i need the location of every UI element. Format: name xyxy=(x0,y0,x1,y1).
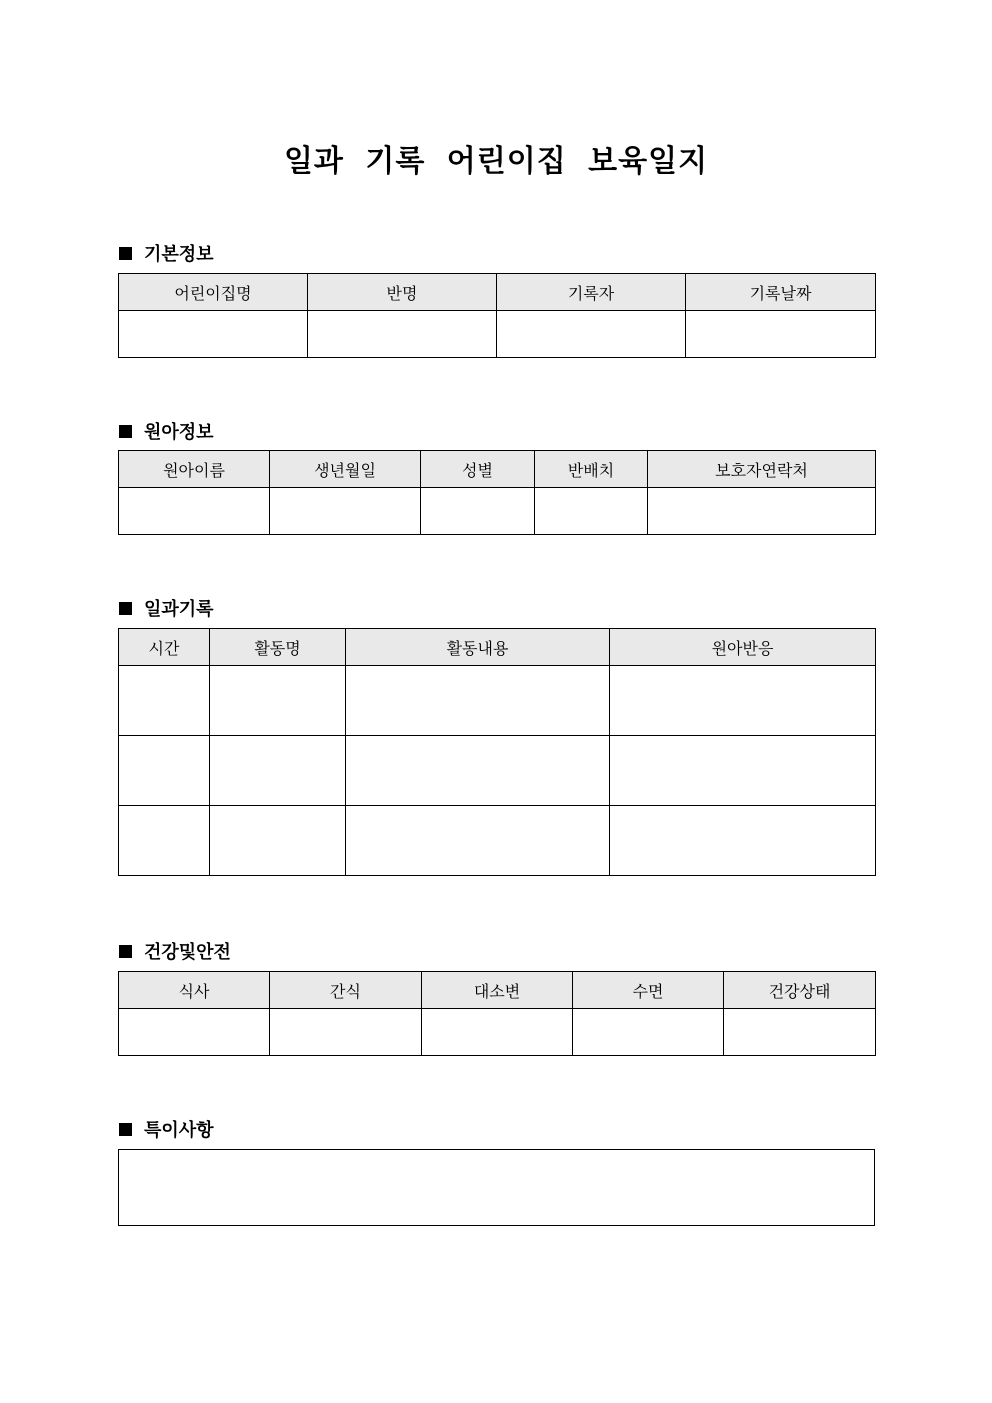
section-heading-notes xyxy=(119,1116,214,1142)
activity-content-field[interactable] xyxy=(346,806,610,876)
page-title: 일과 기록 어린이집 보육일지 xyxy=(283,144,709,179)
column-header-class-assignment: 반배치 xyxy=(535,451,648,488)
section-title: 특이사항 xyxy=(144,1120,214,1141)
column-header-child-name: 원아이름 xyxy=(119,451,270,488)
time-field[interactable] xyxy=(119,806,210,876)
section-title: 원아정보 xyxy=(144,422,214,443)
section-title: 일과기록 xyxy=(144,599,214,620)
column-header-gender: 성별 xyxy=(421,451,535,488)
column-header-health-status: 건강상태 xyxy=(724,972,876,1009)
basic-info-table xyxy=(118,273,876,358)
column-header-birthdate: 생년월일 xyxy=(270,451,421,488)
square-bullet-icon xyxy=(119,945,132,958)
column-header-class-name: 반명 xyxy=(308,274,497,311)
notes-field[interactable] xyxy=(118,1149,875,1226)
section-heading-health-safety xyxy=(119,938,231,964)
column-header-time: 시간 xyxy=(119,629,210,666)
section-title: 기본정보 xyxy=(144,244,214,265)
table-row xyxy=(119,666,876,736)
class-name-field[interactable] xyxy=(308,311,497,358)
column-header-meal: 식사 xyxy=(119,972,270,1009)
record-date-field[interactable] xyxy=(686,311,876,358)
column-header-guardian-contact: 보호자연락처 xyxy=(648,451,876,488)
column-header-snack: 간식 xyxy=(270,972,422,1009)
square-bullet-icon xyxy=(119,602,132,615)
section-title: 건강및안전 xyxy=(144,942,231,963)
snack-field[interactable] xyxy=(270,1009,422,1056)
column-header-record-date: 기록날짜 xyxy=(686,274,876,311)
time-field[interactable] xyxy=(119,736,210,806)
column-header-activity-content: 활동내용 xyxy=(346,629,610,666)
health-status-field[interactable] xyxy=(724,1009,876,1056)
recorder-field[interactable] xyxy=(497,311,686,358)
column-header-recorder: 기록자 xyxy=(497,274,686,311)
gender-field[interactable] xyxy=(421,488,535,535)
column-header-toileting: 대소변 xyxy=(422,972,573,1009)
sleep-field[interactable] xyxy=(573,1009,724,1056)
child-info-table xyxy=(118,450,876,535)
activity-content-field[interactable] xyxy=(346,736,610,806)
column-header-child-response: 원아반응 xyxy=(610,629,876,666)
column-header-activity-name: 활동명 xyxy=(210,629,346,666)
time-field[interactable] xyxy=(119,666,210,736)
square-bullet-icon xyxy=(119,1123,132,1136)
section-heading-basic-info xyxy=(119,240,214,266)
child-response-field[interactable] xyxy=(610,666,876,736)
meal-field[interactable] xyxy=(119,1009,270,1056)
activity-name-field[interactable] xyxy=(210,806,346,876)
birthdate-field[interactable] xyxy=(270,488,421,535)
child-response-field[interactable] xyxy=(610,806,876,876)
table-row xyxy=(119,806,876,876)
guardian-contact-field[interactable] xyxy=(648,488,876,535)
child-response-field[interactable] xyxy=(610,736,876,806)
toileting-field[interactable] xyxy=(422,1009,573,1056)
square-bullet-icon xyxy=(119,425,132,438)
table-row xyxy=(119,736,876,806)
column-header-sleep: 수면 xyxy=(573,972,724,1009)
health-safety-table xyxy=(118,971,876,1056)
square-bullet-icon xyxy=(119,247,132,260)
class-assignment-field[interactable] xyxy=(535,488,648,535)
daily-record-table xyxy=(118,628,876,876)
column-header-daycare-name: 어린이집명 xyxy=(119,274,308,311)
section-heading-child-info xyxy=(119,418,214,444)
child-name-field[interactable] xyxy=(119,488,270,535)
activity-content-field[interactable] xyxy=(346,666,610,736)
activity-name-field[interactable] xyxy=(210,736,346,806)
activity-name-field[interactable] xyxy=(210,666,346,736)
section-heading-daily-record xyxy=(119,595,214,621)
daycare-name-field[interactable] xyxy=(119,311,308,358)
